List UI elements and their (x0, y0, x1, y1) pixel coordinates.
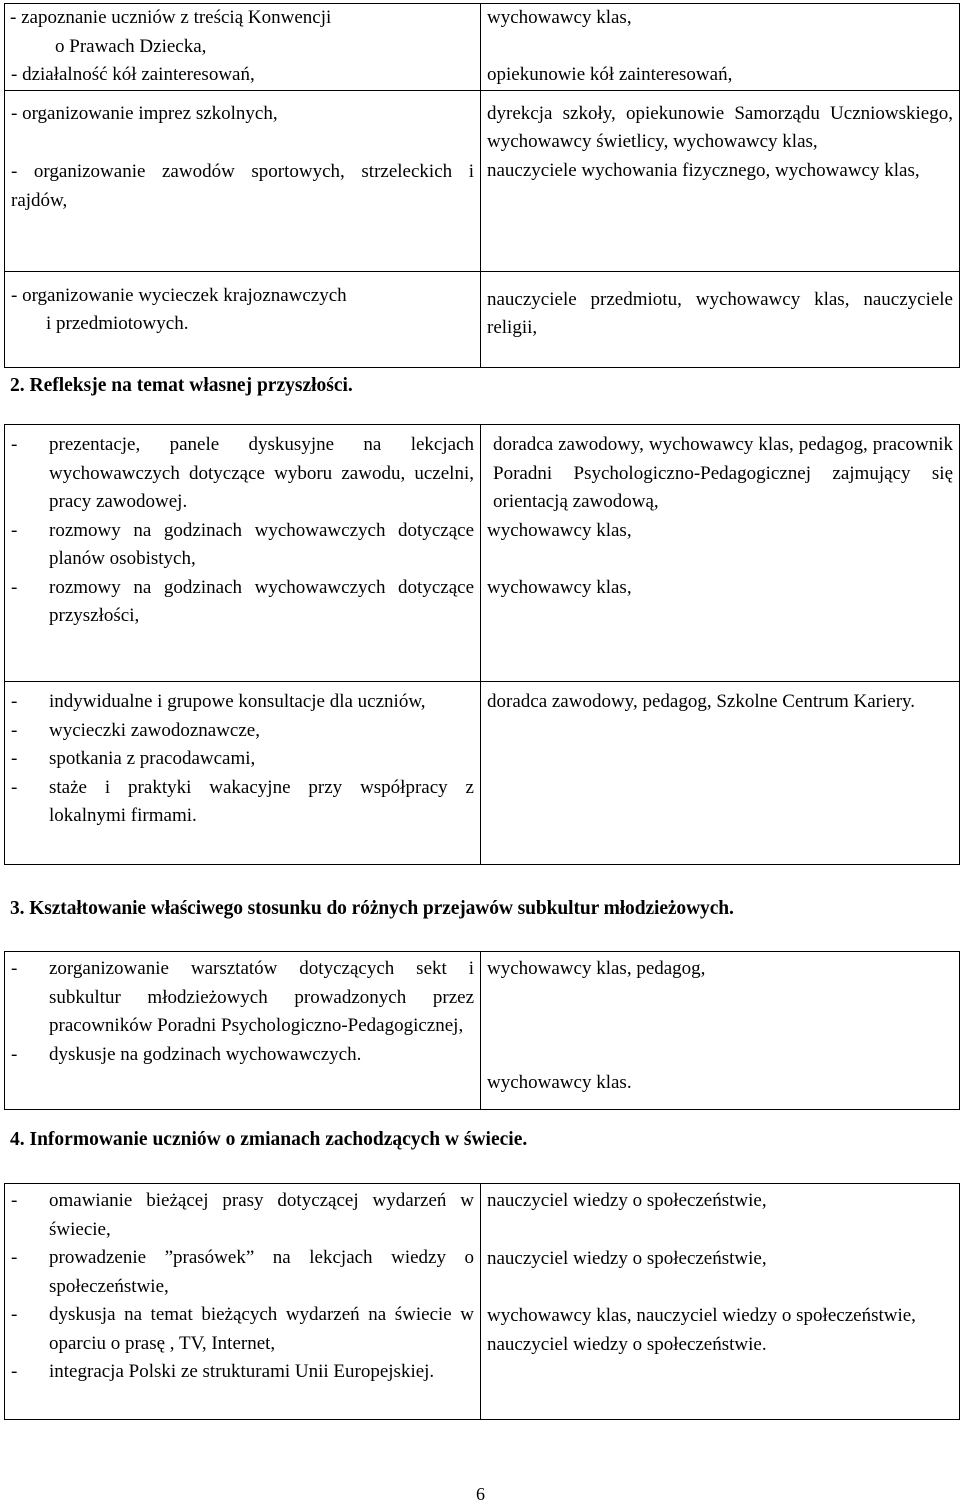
page-number: 6 (476, 1484, 485, 1504)
list-item: - prezentacje, panele dyskusyjne na lekcjach wychowawczych dotyczące wyboru zawodu, uczelni, pracy zawodowej. (11, 434, 474, 512)
table-cell (481, 682, 960, 865)
list-item: - dyskusja na temat bieżących wydarzeń na świecie w oparciu o prasę , TV, Internet, (11, 1304, 474, 1354)
table-row (5, 271, 960, 367)
responsible-text: doradca zawodowy, wychowawcy klas, pedagog, pracownik Poradni Psychologiczno-Pedagogicznej zajmujący się orientacją zawodową, (493, 434, 953, 512)
table-activities-continued (4, 3, 960, 368)
table-world-changes (4, 1183, 960, 1420)
list-item (11, 158, 474, 215)
table-cell (481, 4, 960, 91)
table-cell (5, 271, 481, 367)
responsible-text: nauczyciel wiedzy o społeczeństwie, (487, 1247, 767, 1269)
table-row (5, 682, 960, 865)
section-heading: 4. Informowanie uczniów o zmianach zachodzących w świecie. (10, 1129, 528, 1150)
responsible-text: wychowawcy klas, (487, 577, 632, 598)
table-cell (5, 682, 481, 865)
list-item: - indywidualne i grupowe konsultacje dla uczniów, (11, 691, 426, 712)
list-item: - zapoznanie uczniów z treścią Konwencji (10, 7, 332, 28)
responsible-text: nauczyciele przedmiotu, wychowawcy klas, nauczyciele religii, (487, 288, 953, 338)
responsible-text: nauczyciel wiedzy o społeczeństwie, (487, 1190, 767, 1211)
table-cell (481, 1184, 960, 1420)
table-row (5, 425, 960, 682)
list-item-continuation: o Prawach Dziecka, (55, 35, 207, 57)
table-cell (5, 1184, 481, 1420)
list-item: - staże i praktyki wakacyjne przy współpracy z lokalnymi firmami. (11, 776, 474, 826)
list-item: - organizowanie wycieczek krajoznawczych (11, 284, 347, 306)
table-row (5, 4, 960, 91)
list-item: - wycieczki zawodoznawcze, (11, 719, 260, 741)
table-subcultures (4, 951, 960, 1110)
responsible-text: dyrekcja szkoły, opiekunowie Samorządu Uczniowskiego, wychowawcy świetlicy, wychowawcy klas, (487, 102, 953, 152)
table-cell (5, 425, 481, 682)
table-cell (481, 271, 960, 367)
list-item: - integracja Polski ze strukturami Unii Europejskiej. (11, 1361, 435, 1382)
table-cell (481, 425, 960, 682)
list-item: - rozmowy na godzinach wychowawczych dotyczące przyszłości, (11, 576, 474, 626)
responsible-text: wychowawcy klas. (487, 1071, 632, 1093)
responsible-text: nauczyciel wiedzy o społeczeństwie. (487, 1333, 767, 1355)
list-item: - zorganizowanie warsztatów dotyczących sekt i subkultur młodzieżowych prowadzonych przez pracowników Poradni Psychologiczno-Pedagogicznej, (11, 958, 474, 1036)
list-item-text: - organizowanie zawodów sportowych, strzeleckich i rajdów, (11, 161, 474, 211)
list-item: - prowadzenie ”prasówek” na lekcjach wiedzy o społeczeństwie, (11, 1247, 474, 1297)
list-item: - organizowanie imprez szkolnych, (11, 102, 278, 124)
table-cell (5, 4, 481, 91)
list-item: - działalność kół zainteresowań, (11, 64, 255, 85)
list-item-continuation: i przedmiotowych. (46, 313, 189, 334)
table-cell (5, 90, 481, 271)
responsible-text: doradca zawodowy, pedagog, Szkolne Centrum Kariery. (487, 691, 916, 712)
table-row (5, 1184, 960, 1420)
table-cell (5, 952, 481, 1110)
responsible-text: wychowawcy klas, pedagog, (487, 958, 706, 979)
list-item: - dyskusje na godzinach wychowawczych. (11, 1043, 362, 1065)
responsible-text: wychowawcy klas, nauczyciel wiedzy o społeczeństwie, (487, 1305, 916, 1326)
list-item: - omawianie bieżącej prasy dotyczącej wydarzeń w świecie, (11, 1190, 474, 1240)
list-item: - rozmowy na godzinach wychowawczych dotyczące planów osobistych, (11, 519, 474, 569)
responsible-text: wychowawcy klas, (487, 7, 632, 28)
section-heading: 2. Refleksje na temat własnej przyszłości. (10, 375, 353, 396)
table-cell (481, 952, 960, 1110)
list-item: - spotkania z pracodawcami, (11, 748, 256, 769)
responsible-text: wychowawcy klas, (487, 519, 632, 541)
table-row (5, 90, 960, 271)
responsible-text: opiekunowie kół zainteresowań, (487, 64, 733, 85)
table-future-reflections (4, 424, 960, 865)
responsible-text: nauczyciele wychowania fizycznego, wychowawcy klas, (487, 159, 920, 181)
table-cell (481, 90, 960, 271)
table-row (5, 952, 960, 1110)
section-heading: 3. Kształtowanie właściwego stosunku do różnych przejawów subkultur młodzieżowych. (10, 898, 734, 919)
